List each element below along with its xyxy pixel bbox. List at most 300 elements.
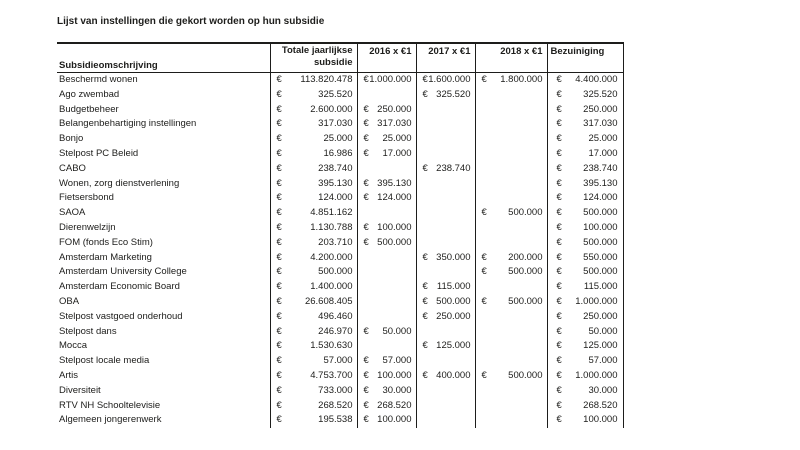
y2017-amount-cell — [416, 354, 475, 369]
totale-amount-cell — [270, 251, 357, 266]
amount-value: 1.000.000 — [575, 369, 618, 381]
euro-sign: € — [556, 88, 562, 100]
amount-value: 250.000 — [583, 103, 618, 115]
table-row — [57, 384, 623, 399]
y2017-amount-cell — [416, 265, 475, 280]
column-header-subsidieomschrijving: Subsidieomschrijving — [59, 60, 158, 71]
amount-value: 16.986 — [323, 147, 353, 159]
subsidy-name-cell: RTV NH Schooltelevisie — [59, 399, 161, 411]
amount-value: 4.200.000 — [310, 251, 353, 263]
y2018-amount-cell — [475, 339, 547, 354]
amount-value: 30.000 — [382, 384, 412, 396]
euro-sign: € — [363, 177, 369, 189]
euro-sign: € — [556, 384, 562, 396]
euro-sign: € — [556, 355, 562, 367]
subsidy-name-cell: Amsterdam University College — [59, 266, 187, 278]
y2016-amount-cell — [357, 221, 416, 236]
bezuiniging-amount-cell — [547, 177, 623, 192]
amount-value: 4.400.000 — [575, 74, 618, 85]
subsidy-table-body — [57, 73, 623, 429]
bezuiniging-amount-cell — [547, 369, 623, 384]
subsidy-table — [57, 42, 624, 428]
y2016-amount-cell — [357, 206, 416, 221]
bezuiniging-amount-cell — [547, 236, 623, 251]
amount-value: 317.030 — [377, 118, 412, 130]
y2017-amount-cell — [416, 117, 475, 132]
euro-sign: € — [556, 103, 562, 115]
y2016-amount-cell — [357, 413, 416, 428]
table-row — [57, 162, 623, 177]
euro-sign: € — [276, 399, 282, 411]
euro-sign: € — [276, 266, 282, 278]
totale-amount-cell — [270, 177, 357, 192]
table-row — [57, 191, 623, 206]
y2018-amount-cell — [475, 265, 547, 280]
y2017-amount-cell — [416, 191, 475, 206]
euro-sign: € — [363, 192, 369, 204]
bezuiniging-amount-cell — [547, 251, 623, 266]
y2016-amount-cell — [357, 236, 416, 251]
euro-sign: € — [422, 74, 428, 85]
y2018-amount-cell — [475, 384, 547, 399]
amount-value: 500.000 — [508, 266, 543, 278]
table-row — [57, 236, 623, 251]
amount-value: 100.000 — [377, 369, 412, 381]
table-row — [57, 206, 623, 221]
y2018-amount-cell — [475, 103, 547, 118]
y2017-amount-cell — [416, 339, 475, 354]
table-row — [57, 310, 623, 325]
bezuiniging-amount-cell — [547, 73, 623, 88]
amount-value: 1.530.630 — [310, 340, 353, 352]
subsidy-name-cell: Belangenbehartiging instellingen — [59, 118, 197, 130]
y2016-amount-cell — [357, 117, 416, 132]
amount-value: 2.600.000 — [310, 103, 353, 115]
y2016-amount-cell — [357, 191, 416, 206]
amount-value: 325.520 — [318, 88, 353, 100]
euro-sign: € — [481, 266, 487, 278]
euro-sign: € — [276, 384, 282, 396]
amount-value: 113.820.478 — [300, 74, 353, 85]
column-header-2017: 2017 x €1 — [416, 43, 475, 73]
subsidy-name-cell: Dierenwelzijn — [59, 221, 116, 233]
totale-amount-cell — [270, 147, 357, 162]
y2018-amount-cell — [475, 206, 547, 221]
totale-amount-cell — [270, 221, 357, 236]
euro-sign: € — [422, 369, 428, 381]
euro-sign: € — [556, 310, 562, 322]
y2016-amount-cell — [357, 339, 416, 354]
euro-sign: € — [363, 384, 369, 396]
euro-sign: € — [481, 251, 487, 263]
table-row — [57, 325, 623, 340]
amount-value: 100.000 — [583, 414, 618, 426]
amount-value: 124.000 — [583, 192, 618, 204]
bezuiniging-amount-cell — [547, 132, 623, 147]
table-row — [57, 280, 623, 295]
amount-value: 500.000 — [508, 207, 543, 219]
amount-value: 1.600.000 — [428, 74, 471, 85]
amount-value: 57.000 — [382, 355, 412, 367]
bezuiniging-amount-cell — [547, 310, 623, 325]
subsidy-name-cell: Artis — [59, 369, 78, 381]
y2016-amount-cell — [357, 354, 416, 369]
subsidy-name-cell: Budgetbeheer — [59, 103, 119, 115]
amount-value: 57.000 — [588, 355, 618, 367]
euro-sign: € — [363, 133, 369, 145]
euro-sign: € — [422, 88, 428, 100]
subsidy-name-cell: Algemeen jongerenwerk — [59, 414, 162, 426]
euro-sign: € — [556, 266, 562, 278]
y2016-amount-cell — [357, 369, 416, 384]
euro-sign: € — [276, 207, 282, 219]
euro-sign: € — [276, 414, 282, 426]
amount-value: 317.030 — [583, 118, 618, 130]
subsidy-name-cell: Ago zwembad — [59, 88, 120, 100]
y2017-amount-cell — [416, 132, 475, 147]
amount-value: 250.000 — [583, 310, 618, 322]
amount-value: 246.970 — [318, 325, 353, 337]
table-row — [57, 132, 623, 147]
totale-amount-cell — [270, 384, 357, 399]
totale-amount-cell — [270, 191, 357, 206]
euro-sign: € — [276, 177, 282, 189]
y2016-amount-cell — [357, 265, 416, 280]
y2017-amount-cell — [416, 221, 475, 236]
y2016-amount-cell — [357, 132, 416, 147]
y2018-amount-cell — [475, 310, 547, 325]
euro-sign: € — [481, 207, 487, 219]
amount-value: 500.000 — [583, 236, 618, 248]
bezuiniging-amount-cell — [547, 191, 623, 206]
amount-value: 500.000 — [508, 295, 543, 307]
euro-sign: € — [556, 369, 562, 381]
y2018-amount-cell — [475, 236, 547, 251]
y2016-amount-cell — [357, 103, 416, 118]
totale-amount-cell — [270, 73, 357, 88]
subsidy-name-cell: Stelpost dans — [59, 325, 117, 337]
y2016-amount-cell — [357, 162, 416, 177]
amount-value: 238.740 — [583, 162, 618, 174]
table-row — [57, 354, 623, 369]
euro-sign: € — [556, 295, 562, 307]
amount-value: 500.000 — [436, 295, 471, 307]
subsidy-name-cell: Fietsersbond — [59, 192, 114, 204]
y2018-amount-cell — [475, 251, 547, 266]
euro-sign: € — [481, 295, 487, 307]
amount-value: 50.000 — [588, 325, 618, 337]
y2017-amount-cell — [416, 413, 475, 428]
euro-sign: € — [422, 281, 428, 293]
y2017-amount-cell — [416, 206, 475, 221]
euro-sign: € — [556, 236, 562, 248]
euro-sign: € — [422, 310, 428, 322]
subsidy-name-cell: Bonjo — [59, 133, 84, 145]
totale-amount-cell — [270, 339, 357, 354]
y2018-amount-cell — [475, 295, 547, 310]
euro-sign: € — [422, 162, 428, 174]
amount-value: 268.520 — [583, 399, 618, 411]
euro-sign: € — [276, 147, 282, 159]
y2018-amount-cell — [475, 191, 547, 206]
bezuiniging-amount-cell — [547, 103, 623, 118]
table-row — [57, 147, 623, 162]
y2018-amount-cell — [475, 413, 547, 428]
amount-value: 115.000 — [583, 281, 618, 293]
bezuiniging-amount-cell — [547, 295, 623, 310]
y2016-amount-cell — [357, 384, 416, 399]
y2017-amount-cell — [416, 103, 475, 118]
amount-value: 500.000 — [508, 369, 543, 381]
amount-value: 733.000 — [318, 384, 353, 396]
euro-sign: € — [363, 74, 369, 85]
amount-value: 395.130 — [318, 177, 353, 189]
totale-amount-cell — [270, 280, 357, 295]
y2016-amount-cell — [357, 295, 416, 310]
subsidy-name-cell: Beschermd wonen — [59, 74, 138, 85]
y2016-amount-cell — [357, 325, 416, 340]
amount-value: 125.000 — [436, 340, 471, 352]
column-header-bezuiniging: Bezuiniging — [547, 43, 623, 73]
table-row — [57, 399, 623, 414]
amount-value: 350.000 — [436, 251, 471, 263]
euro-sign: € — [276, 325, 282, 337]
euro-sign: € — [276, 103, 282, 115]
amount-value: 17.000 — [382, 147, 412, 159]
y2016-amount-cell — [357, 177, 416, 192]
amount-value: 268.520 — [377, 399, 412, 411]
subsidy-name-cell: Amsterdam Economic Board — [59, 281, 180, 293]
y2016-amount-cell — [357, 310, 416, 325]
y2017-amount-cell — [416, 280, 475, 295]
euro-sign: € — [556, 207, 562, 219]
euro-sign: € — [363, 355, 369, 367]
amount-value: 325.520 — [436, 88, 471, 100]
amount-value: 30.000 — [588, 384, 618, 396]
bezuiniging-amount-cell — [547, 399, 623, 414]
y2018-amount-cell — [475, 280, 547, 295]
amount-value: 250.000 — [377, 103, 412, 115]
amount-value: 4.753.700 — [310, 369, 353, 381]
column-header-2016: 2016 x €1 — [357, 43, 416, 73]
y2018-amount-cell — [475, 162, 547, 177]
subsidy-name-cell: CABO — [59, 162, 86, 174]
euro-sign: € — [556, 192, 562, 204]
euro-sign: € — [363, 103, 369, 115]
euro-sign: € — [363, 118, 369, 130]
euro-sign: € — [556, 177, 562, 189]
euro-sign: € — [556, 133, 562, 145]
y2017-amount-cell — [416, 73, 475, 88]
y2017-amount-cell — [416, 147, 475, 162]
bezuiniging-amount-cell — [547, 88, 623, 103]
y2018-amount-cell — [475, 88, 547, 103]
y2018-amount-cell — [475, 177, 547, 192]
euro-sign: € — [276, 74, 282, 85]
amount-value: 395.130 — [583, 177, 618, 189]
amount-value: 57.000 — [323, 355, 353, 367]
amount-value: 195.538 — [318, 414, 353, 426]
euro-sign: € — [556, 340, 562, 352]
euro-sign: € — [276, 236, 282, 248]
subsidy-name-cell: Diversiteit — [59, 384, 101, 396]
y2017-amount-cell — [416, 162, 475, 177]
totale-amount-cell — [270, 132, 357, 147]
y2017-amount-cell — [416, 399, 475, 414]
euro-sign: € — [481, 74, 487, 85]
table-row — [57, 177, 623, 192]
amount-value: 100.000 — [377, 221, 412, 233]
bezuiniging-amount-cell — [547, 147, 623, 162]
y2018-amount-cell — [475, 147, 547, 162]
totale-amount-cell — [270, 369, 357, 384]
totale-amount-cell — [270, 162, 357, 177]
euro-sign: € — [363, 369, 369, 381]
euro-sign: € — [276, 281, 282, 293]
euro-sign: € — [363, 325, 369, 337]
totale-amount-cell — [270, 325, 357, 340]
amount-value: 25.000 — [382, 133, 412, 145]
table-row — [57, 339, 623, 354]
euro-sign: € — [363, 221, 369, 233]
amount-value: 115.000 — [436, 281, 471, 293]
column-header-totale-jaarlijkse-subsidie: Totale jaarlijkse subsidie — [270, 43, 357, 73]
y2016-amount-cell — [357, 147, 416, 162]
amount-value: 500.000 — [583, 266, 618, 278]
bezuiniging-amount-cell — [547, 162, 623, 177]
totale-amount-cell — [270, 117, 357, 132]
euro-sign: € — [556, 281, 562, 293]
totale-amount-cell — [270, 354, 357, 369]
y2017-amount-cell — [416, 310, 475, 325]
euro-sign: € — [363, 147, 369, 159]
amount-value: 395.130 — [377, 177, 412, 189]
y2018-amount-cell — [475, 73, 547, 88]
amount-value: 17.000 — [588, 147, 618, 159]
euro-sign: € — [276, 295, 282, 307]
subsidy-name-cell: SAOA — [59, 207, 86, 219]
amount-value: 50.000 — [382, 325, 412, 337]
euro-sign: € — [556, 162, 562, 174]
amount-value: 203.710 — [318, 236, 353, 248]
header-row — [57, 43, 623, 73]
euro-sign: € — [276, 118, 282, 130]
table-row — [57, 221, 623, 236]
amount-value: 1.000.000 — [369, 74, 412, 85]
y2017-amount-cell — [416, 295, 475, 310]
amount-value: 250.000 — [436, 310, 471, 322]
bezuiniging-amount-cell — [547, 339, 623, 354]
y2017-amount-cell — [416, 384, 475, 399]
amount-value: 200.000 — [508, 251, 543, 263]
euro-sign: € — [481, 369, 487, 381]
subsidy-name-cell: FOM (fonds Eco Stim) — [59, 236, 153, 248]
amount-value: 325.520 — [583, 88, 618, 100]
y2016-amount-cell — [357, 73, 416, 88]
euro-sign: € — [556, 147, 562, 159]
euro-sign: € — [556, 74, 562, 85]
table-row — [57, 73, 623, 88]
euro-sign: € — [276, 369, 282, 381]
euro-sign: € — [556, 399, 562, 411]
totale-amount-cell — [270, 88, 357, 103]
table-row — [57, 265, 623, 280]
amount-value: 100.000 — [583, 221, 618, 233]
euro-sign: € — [276, 310, 282, 322]
y2018-amount-cell — [475, 399, 547, 414]
bezuiniging-amount-cell — [547, 325, 623, 340]
amount-value: 496.460 — [318, 310, 353, 322]
bezuiniging-amount-cell — [547, 413, 623, 428]
euro-sign: € — [422, 251, 428, 263]
totale-amount-cell — [270, 413, 357, 428]
amount-value: 500.000 — [377, 236, 412, 248]
amount-value: 25.000 — [588, 133, 618, 145]
euro-sign: € — [276, 340, 282, 352]
table-row — [57, 369, 623, 384]
subsidy-name-cell: OBA — [59, 295, 80, 307]
euro-sign: € — [276, 133, 282, 145]
totale-amount-cell — [270, 236, 357, 251]
y2016-amount-cell — [357, 280, 416, 295]
amount-value: 400.000 — [436, 369, 471, 381]
euro-sign: € — [276, 251, 282, 263]
y2017-amount-cell — [416, 369, 475, 384]
y2016-amount-cell — [357, 251, 416, 266]
column-header-2018: 2018 x €1 — [475, 43, 547, 73]
table-row — [57, 88, 623, 103]
y2018-amount-cell — [475, 117, 547, 132]
y2018-amount-cell — [475, 325, 547, 340]
euro-sign: € — [556, 325, 562, 337]
y2018-amount-cell — [475, 369, 547, 384]
amount-value: 1.800.000 — [500, 74, 543, 85]
bezuiniging-amount-cell — [547, 265, 623, 280]
table-row — [57, 295, 623, 310]
euro-sign: € — [556, 414, 562, 426]
subsidy-name-cell: Stelpost vastgoed onderhoud — [59, 310, 183, 322]
amount-value: 26.608.405 — [304, 295, 353, 307]
euro-sign: € — [556, 118, 562, 130]
table-row — [57, 103, 623, 118]
subsidy-name-cell: Amsterdam Marketing — [59, 251, 152, 263]
bezuiniging-amount-cell — [547, 117, 623, 132]
amount-value: 4.851.162 — [310, 207, 353, 219]
amount-value: 500.000 — [583, 207, 618, 219]
y2016-amount-cell — [357, 88, 416, 103]
amount-value: 550.000 — [583, 251, 618, 263]
euro-sign: € — [363, 236, 369, 248]
subsidy-name-cell: Stelpost locale media — [59, 355, 150, 367]
euro-sign: € — [276, 355, 282, 367]
totale-amount-cell — [270, 206, 357, 221]
totale-amount-cell — [270, 310, 357, 325]
amount-value: 238.740 — [436, 162, 471, 174]
table-row — [57, 251, 623, 266]
euro-sign: € — [276, 88, 282, 100]
subsidy-name-cell: Stelpost PC Beleid — [59, 147, 139, 159]
y2017-amount-cell — [416, 325, 475, 340]
amount-value: 238.740 — [318, 162, 353, 174]
euro-sign: € — [276, 221, 282, 233]
amount-value: 100.000 — [377, 414, 412, 426]
totale-amount-cell — [270, 295, 357, 310]
y2018-amount-cell — [475, 354, 547, 369]
page-title: Lijst van instellingen die gekort worden op hun subsidie — [57, 15, 325, 27]
euro-sign: € — [363, 414, 369, 426]
amount-value: 124.000 — [318, 192, 353, 204]
amount-value: 25.000 — [323, 133, 353, 145]
